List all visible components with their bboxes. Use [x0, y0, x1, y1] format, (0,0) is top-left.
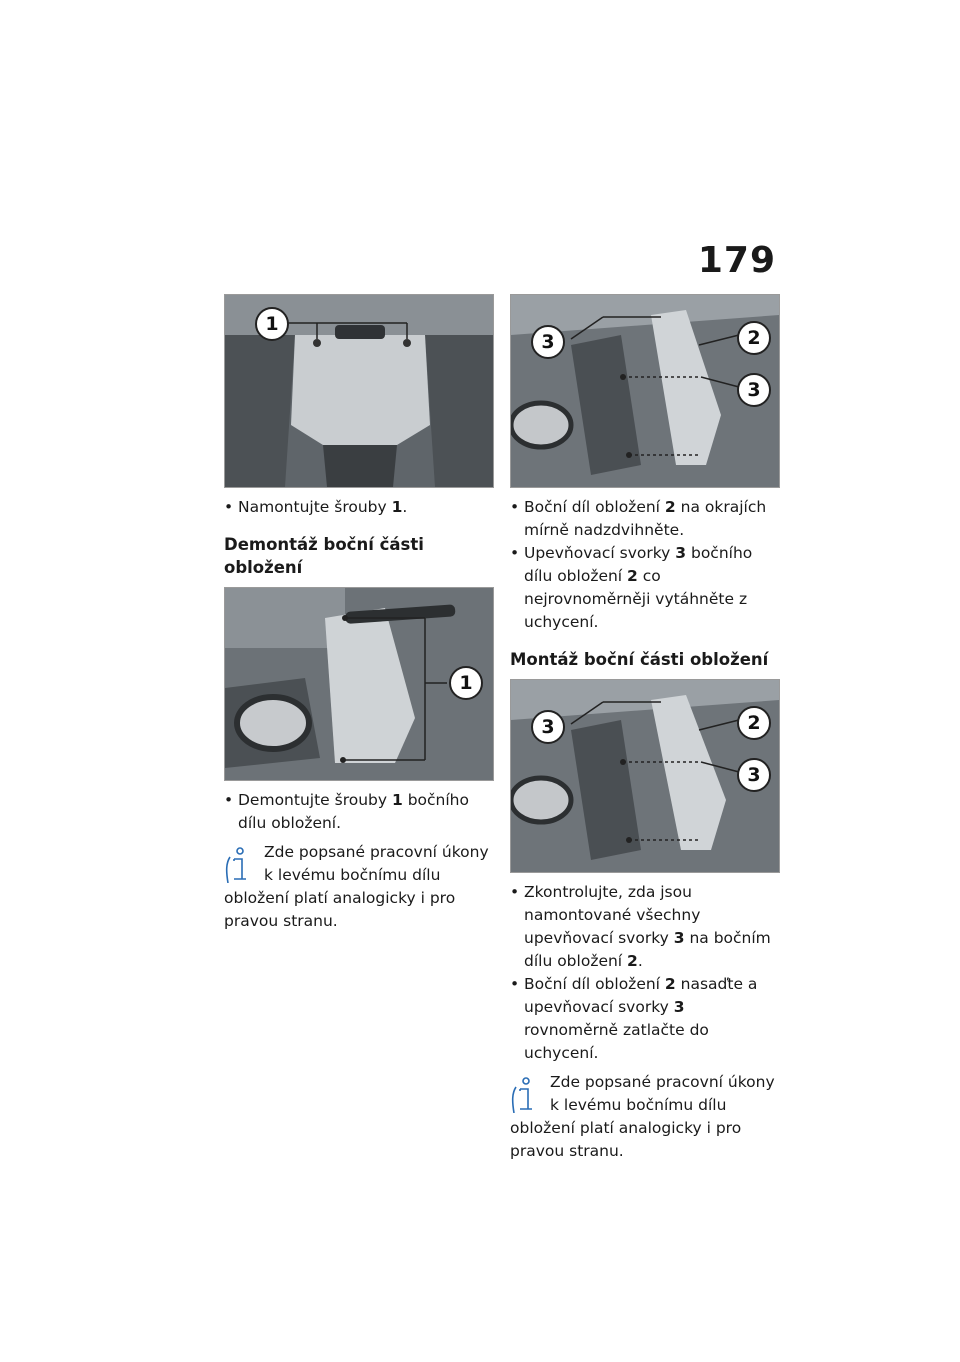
clips-install-photo [510, 679, 780, 873]
list-item: • Zkontrolujte, zda jsou namontované všechny upevňovací svorky 3 na bočním dílu obložení 2. [510, 881, 780, 973]
page-number: 179 [697, 240, 776, 281]
list-item: • Boční díl obložení 2 nasaďte a upevňovací svorky 3 rovnoměrně zatlačte do uchycení. [510, 973, 780, 1065]
callout-3: 3 [531, 325, 565, 359]
list-item: • Demontujte šrouby 1 bočního dílu obložení. [224, 789, 494, 835]
list-item: • Upevňovací svorky 3 bočního dílu obložení 2 co nejrovnoměrněji vytáhněte z uchycení. [510, 542, 780, 634]
info-note: Zde popsané pracovní úkony k levému bočnímu dílu obložení platí analogicky i pro pravou stranu. [224, 843, 489, 930]
callout-3: 3 [737, 758, 771, 792]
callout-2: 2 [737, 706, 771, 740]
side-panel-photo [224, 587, 494, 781]
callout-3: 3 [531, 710, 565, 744]
callout-3: 3 [737, 373, 771, 407]
info-icon [224, 845, 256, 883]
right-column [510, 294, 780, 1163]
clips-removal-photo [510, 294, 780, 488]
section-heading: Demontáž boční části obložení [224, 535, 424, 577]
front-cowling-photo [224, 294, 494, 488]
callout-1: 1 [255, 307, 289, 341]
info-note: Zde popsané pracovní úkony k levému bočnímu dílu obložení platí analogicky i pro pravou stranu. [510, 1073, 775, 1160]
callout-1: 1 [449, 666, 483, 700]
list-item: • Boční díl obložení 2 na okrajích mírně nadzdvihněte. [510, 496, 780, 542]
left-column [224, 294, 494, 933]
list-item: • Namontujte šrouby 1. [224, 496, 494, 519]
callout-2: 2 [737, 321, 771, 355]
section-heading: Montáž boční části obložení [510, 650, 769, 669]
info-icon [510, 1075, 542, 1113]
